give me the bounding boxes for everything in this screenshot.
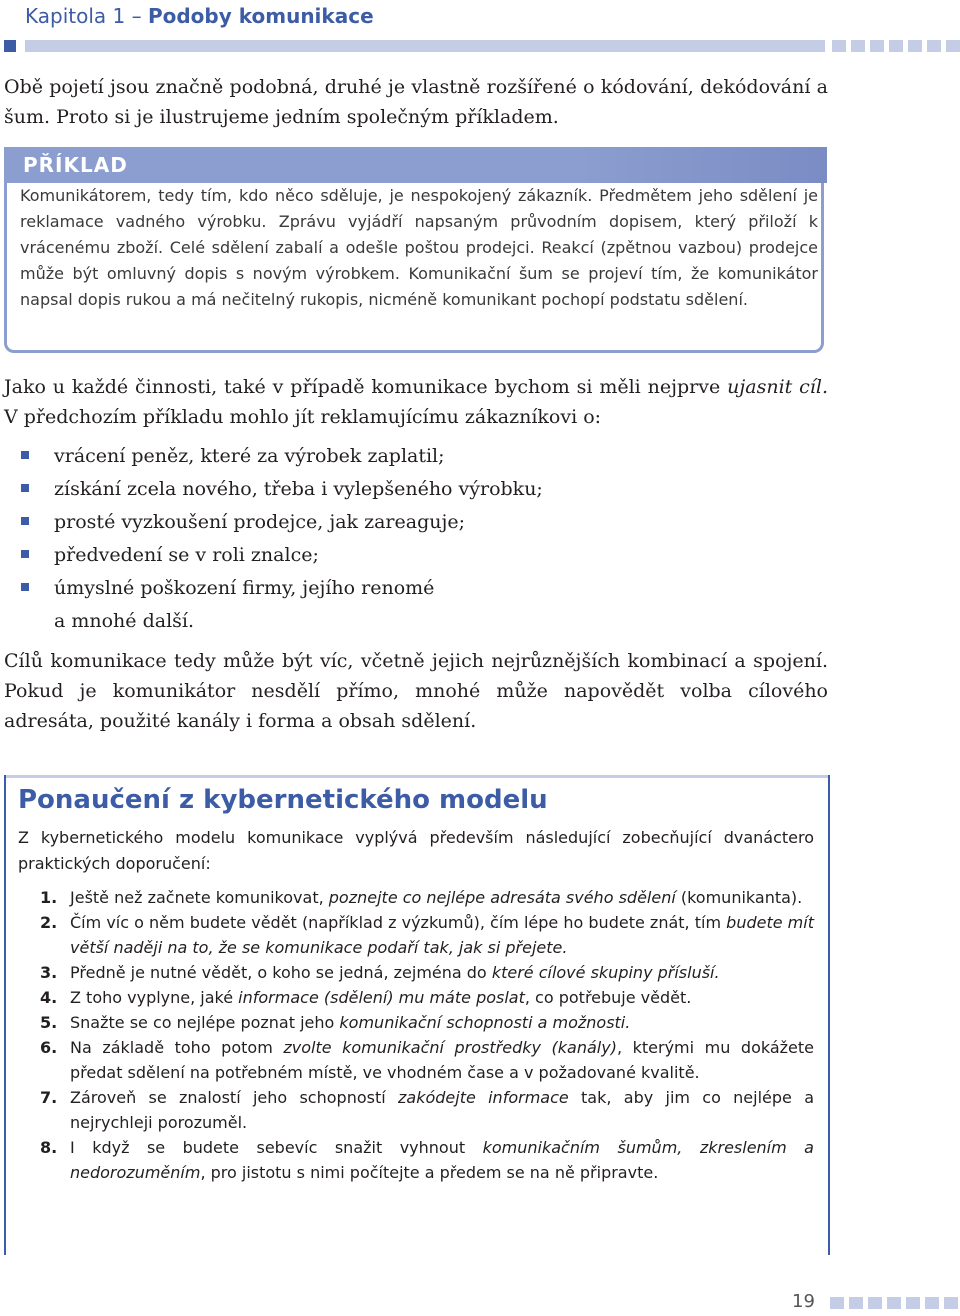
goal-text-end: V předchozím příkladu mohlo jít reklamujícímu zákazníkovi o: xyxy=(4,406,602,428)
bullet-square-icon xyxy=(21,583,29,591)
example-label: PŘÍKLAD xyxy=(23,153,128,177)
list-item: úmyslné poškození firmy, jejího renomé xyxy=(18,572,798,605)
goal-text-start: Jako u každé činnosti, také v případě komunikace bychom si měli nejprve xyxy=(4,376,728,398)
header-decor-squares xyxy=(832,40,960,52)
bullet-square-icon xyxy=(21,484,29,492)
list-item: 8. I když se budete sebevíc snažit vyhnout komunikačním šumům, zkreslením a nedorozuměním, pro jistotu s nimi počítejte a předem se na ně připravte. xyxy=(40,1138,814,1182)
header-square xyxy=(4,40,16,52)
list-item: získání zcela nového, třeba i vylepšeného výrobku; xyxy=(18,473,798,506)
list-item: 6. Na základě toho potom zvolte komunikační prostředky (kanály), kterými mu dokážete předat sdělení na potřebném místě, ve vhodném čase a v požadované kvalitě. xyxy=(40,1038,815,1082)
lesson-title: Ponaučení z kybernetického modelu xyxy=(18,785,548,815)
list-item: 4. Z toho vyplyne, jaké informace (sdělení) mu máte poslat, co potřebuje vědět. xyxy=(40,988,692,1007)
list-item: 2. Čím víc o něm budete vědět (například z výzkumů), čím lépe ho budete znát, tím budete mít větší naději na to, že se komunikace podaří tak, jak si přejete. xyxy=(40,913,814,957)
bullet-square-icon xyxy=(21,517,29,525)
list-item: 3. Předně je nutné vědět, o koho se jedná, zejména do které cílové skupiny přísluší. xyxy=(40,963,720,982)
list-item: vrácení peněz, které za výrobek zaplatil; xyxy=(18,440,798,473)
lesson-top-rule xyxy=(6,775,828,778)
bullet-square-icon xyxy=(21,550,29,558)
intro-paragraph: Obě pojetí jsou značně podobná, druhé je vlastně rozšířené o kódování, dekódování a šum. Proto si je ilustrujeme jedním společným příkladem. xyxy=(4,76,828,128)
header-rule xyxy=(25,40,825,52)
list-item: 5. Snažte se co nejlépe poznat jeho komunikační schopnosti a možnosti. xyxy=(40,1013,631,1032)
footer-decor-squares xyxy=(830,1297,958,1309)
example-text: Komunikátorem, tedy tím, kdo něco sděluje, je nespokojený zákazník. Předmětem jeho sdělení je reklamace vadného výrobku. Zprávu vyjádří napsaným průvodním dopisem, který přiloží k vrácenému zboží. Celé sdělení zabalí a odešle poštou prodejci. Reakcí (zpětnou vazbou) prodejce může být omluvný dopis s novým výrobkem. Komunikační šum se projeví tím, že komunikátor napsal dopis rukou a má nečitelný rukopis, nicméně komunikant pochopí podstatu sdělení. xyxy=(20,186,818,309)
recommendations-list xyxy=(18,885,814,1185)
goal-emphasis: ujasnit cíl. xyxy=(727,376,828,398)
example-box xyxy=(4,147,824,353)
goal-paragraph xyxy=(4,372,828,432)
bullet-square-icon xyxy=(21,451,29,459)
lesson-intro: Z kybernetického modelu komunikace vyplývá především následující zobecňující dvanáctero praktických doporučení: xyxy=(18,828,814,873)
goal-list xyxy=(18,440,798,638)
lesson-box xyxy=(4,775,830,1255)
example-header xyxy=(7,147,827,183)
chapter-label: Kapitola 1 – xyxy=(25,4,148,28)
list-continuation: a mnohé další. xyxy=(54,610,195,632)
chapter-title: Podoby komunikace xyxy=(147,4,374,28)
summary-paragraph: Cílů komunikace tedy může být víc, včetně jejich nejrůznějších kombinací a spojení. Pokud je komunikátor nesdělí přímo, mnohé může napovědět volba cílového adresáta, použité kanály i forma a obsah sdělení. xyxy=(4,650,828,732)
list-item: prosté vyzkoušení prodejce, jak zareaguje; xyxy=(18,506,798,539)
list-item: 7. Zároveň se znalostí jeho schopností zakódejte informace tak, aby jim co nejlépe a nejrychleji porozuměl. xyxy=(40,1088,814,1132)
chapter-header xyxy=(25,4,374,28)
page-number: 19 xyxy=(792,1291,815,1312)
list-item: 1. Ještě než začnete komunikovat, poznejte co nejlépe adresáta svého sdělení (komunikanta). xyxy=(40,888,803,907)
list-item: předvedení se v roli znalce; xyxy=(18,539,798,572)
